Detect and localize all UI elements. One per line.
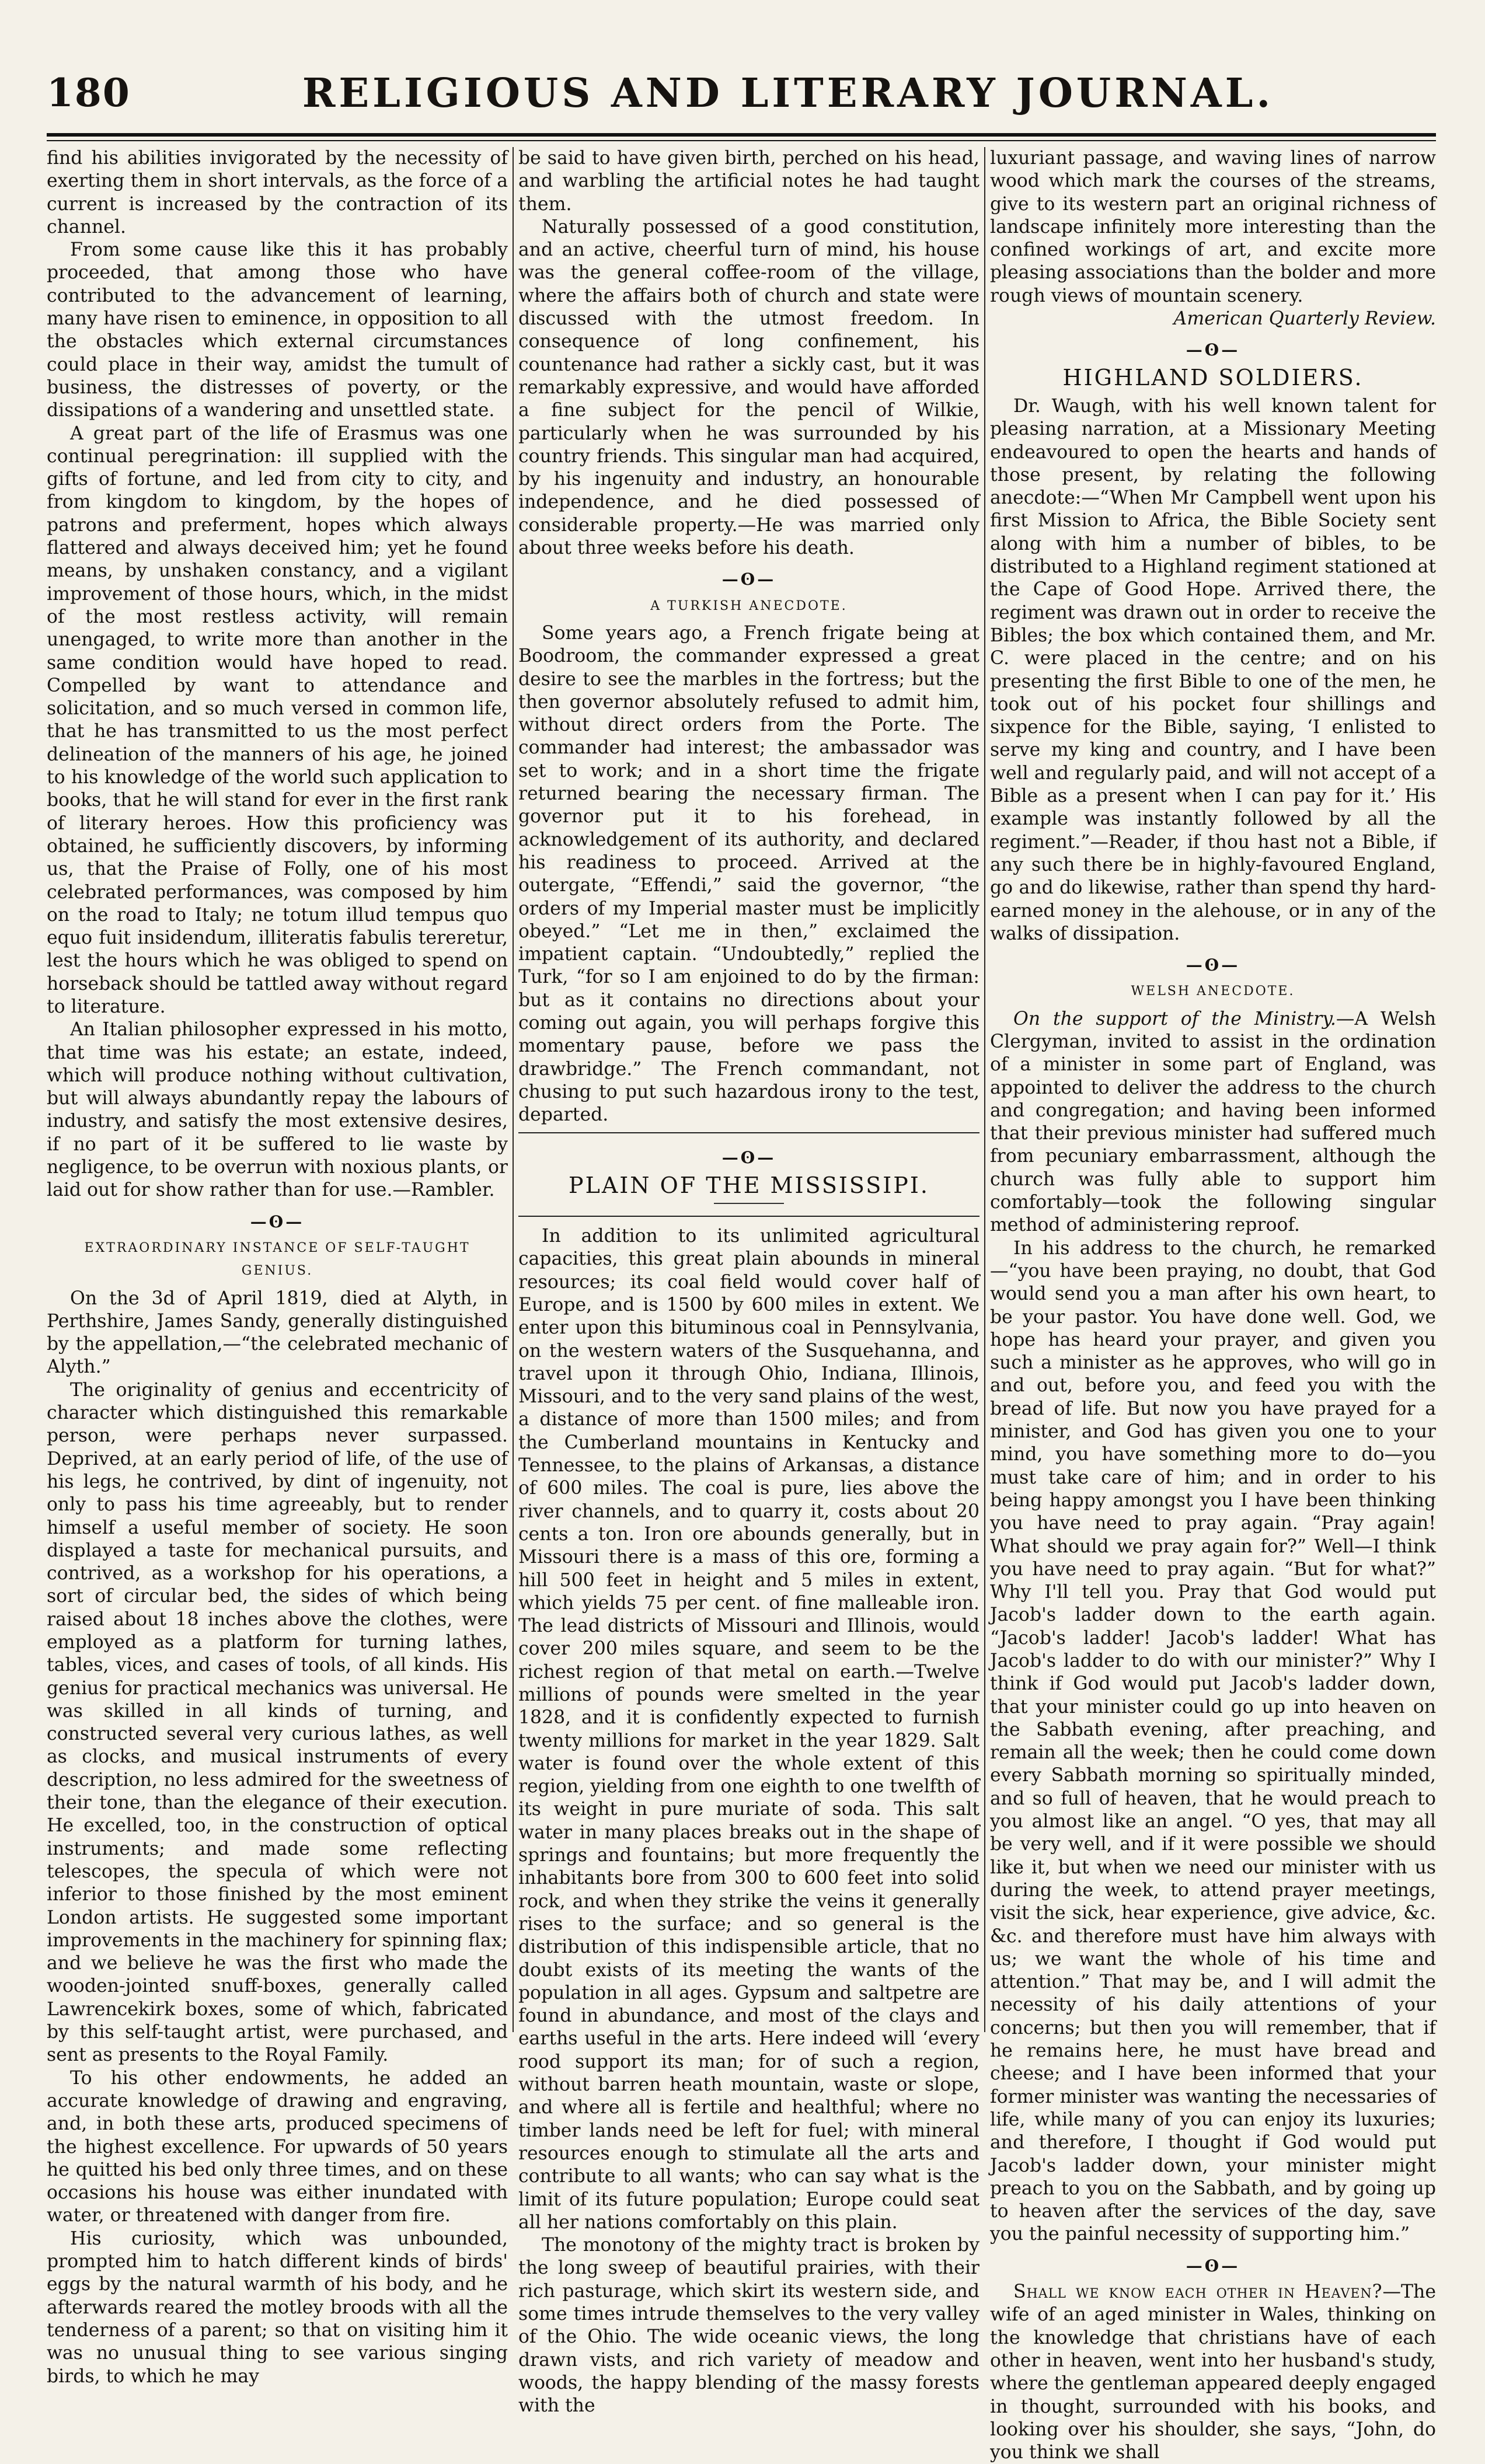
ornament-divider: —ʘ— [1186, 955, 1240, 975]
section-box [518, 1132, 979, 1217]
page-header [47, 70, 1436, 134]
ornament-divider: —ʘ— [721, 1148, 776, 1168]
column-1 [47, 147, 508, 2387]
attribution: American Quarterly Review. [1173, 308, 1436, 330]
paragraph [990, 2281, 1436, 2464]
paragraph: The monotony of the mighty tract is broken by the long sweep of beautiful prairies, with their rich pasturage, which skirt its western side, and some times intrude themselves to the very valley of the Ohio. The wide oceanic views, the long drawn vists, and rich variety of meadow and woods, the happy blending of the massy forests with the [518, 2235, 979, 2417]
paragraph: In addition to its unlimited agricultural capacities, this great plain abounds in mineral resources; its coal field would cover half of Europe, and is 1500 by 600 miles in extent. We enter upon this bituminous coal in Pennsylvania, on the western waters of the Susquehanna, and travel upon it through Ohio, Indiana, Illinois, Missouri, and to the very sand plains of the west, a distance of more than 1500 miles; and from the Cumberland mountains in Kentucky and Tennessee, to the plains of Arkansas, a distance of 600 miles. The coal is pure, lies above the river channels, and to quarry it, costs about 20 cents a ton. Iron ore abounds generally, but in Missouri there is a mass of this ore, forming a hill 500 feet in height and 5 miles in extent, which yields 75 per cent. of fine malleable iron. The lead districts of Missouri and Illinois, would cover 200 miles square, and seem to be the richest region of that metal on earth.—Twelve millions of pounds were smelted in the year 1828, and it is confidently expected to furnish twenty millions for market in the year 1829. Salt water is found over the whole extent of this region, yielding from one eighth to one twelfth of its weight in pure muriate of soda. This salt water in many places breaks out in the shape of springs and fountains; but more frequently the inhabitants bore from 300 to 600 feet into solid rock, and when they strike the veins it generally rises to the surface; and so general is the distribution of this indispensible article, that no doubt exists of its meeting the wants of the population in all ages. Gypsum and saltpetre are found in abundance, and most of the clays and earths useful in the arts. Here indeed will ‘every rood support its man; for of such a region, without barren heath mountain, waste or slope, and where all is fertile and healthful; where no timber lands need be left for fuel; with mineral resources enough to stimulate all the arts and contribute to all wants; who can say what is the limit of its future population; Europe could seat all her nations comfortably on this plain. [518, 1226, 979, 2233]
ornament-divider: —ʘ— [1186, 340, 1240, 360]
paragraph: Dr. Waugh, with his well known talent for pleasing narration, at a Missionary Meeting endeavoured to open the hearts and hands of those present, by relating the following anecdote:—“When Mr Campbell went upon his first Mission to Africa, the Bible Society sent along with him a number of bibles, to be distributed to a Highland regiment stationed at the Cape of Good Hope. Arrived there, the regiment was drawn out in order to receive the Bibles; the box which contained them, and Mr. C. were placed in the centre; and on his presenting the first Bible to one of the men, he took out of his pocket four shillings and sixpence for the Bible, saying, ‘I enlisted to serve my king and country, and I have been well and regularly paid, and will not accept of a Bible as a present when I can pay for it.’ His example was instantly followed by all the regiment.”—Reader, if thou hast not a Bible, if any such there be in highly-favoured England, go and do likewise, rather than spend thy hard-earned money in the alehouse, or in any of the walks of dissipation. [990, 395, 1436, 944]
paragraph [990, 1008, 1436, 1237]
paragraph-text: —The wife of an aged minister in Wales, thinking on the knowledge that christians have of each other in heaven, went into her husband's study, where the gentleman appeared deeply engaged in thought, surrounded with his books, and looking over his shoulder, she says, “John, do you think we shall [990, 2281, 1436, 2463]
run-in-title: Shall we know each other in Heaven? [1013, 2281, 1383, 2303]
paragraph: The originality of genius and eccentricity of character which distinguished this remarkable person, were perhaps never surpassed. Deprived, at an early period of life, of the use of his legs, he contrived, by dint of ingenuity, not only to pass his time agreeably, but to render himself a useful member of society. He soon displayed a taste for mechanical pursuits, and contrived, as a workshop for his operations, a sort of circular bed, the sides of which being raised about 18 inches above the clothes, were employed as a platform for turning lathes, tables, vices, and cases of tools, of all kinds. His genius for practical mechanics was universal. He was skilled in all kinds of turning, and constructed several very curious lathes, as well as clocks, and musical instruments of every description, no less admired for the sweetness of their tone, than the elegance of their execution. He excelled, too, in the construction of optical instruments; and made some reflecting telescopes, the specula of which were not inferior to those finished by the most eminent London artists. He suggested some important improvements in the machinery for spinning flax; and we believe he was the first who made the wooden-jointed snuff-boxes, generally called Lawrencekirk boxes, some of which, fabricated by this self-taught artist, were purchased, and sent as presents to the Royal Family. [47, 1379, 508, 2066]
run-in-title: On the support of the Ministry. [1013, 1008, 1336, 1029]
column-divider-1 [513, 147, 514, 2032]
ornament-divider: —ʘ— [250, 1212, 305, 1231]
paragraph: A great part of the life of Erasmus was one continual peregrination: ill supplied with the gifts of fortune, and led from city to city, and from kingdom to kingdom, by the hopes of patrons and preferment, hopes which always flattered and always deceived him; yet he found means, by unshaken constancy, and a vigilant improvement of those hours, which, in the midst of the most restless activity, will remain unengaged, to write more than another in the same condition would have hoped to read. Compelled by want to attendance and solicitation, and so much versed in common life, that he has transmitted to us the most perfect delineation of the manners of his age, he joined to his knowledge of the world such application to books, that he will stand for ever in the first rank of literary heroes. How this proficiency was obtained, he sufficiently discovers, by informing us, that the Praise of Folly, one of his most celebrated performances, was composed by him on the road to Italy; ne totum illud tempus quo equo fuit insidendum, illiteratis fabulis tereretur, lest the hours which he was obliged to spend on horseback should be tattled away without regard to literature. [47, 423, 508, 1017]
page-number: 180 [47, 70, 131, 116]
paragraph: From some cause like this it has probably proceeded, that among those who have contributed to the advancement of learning, many have risen to eminence, in opposition to all the obstacles which external circumstances could place in their way, amidst the tumult of business, the distresses of poverty, or the dissipations of a wandering and unsettled state. [47, 239, 508, 421]
paragraph: Naturally possessed of a good constitution, and an active, cheerful turn of mind, his house was the general coffee-room of the village, where the affairs both of church and state were discussed with the utmost freedom. In consequence of long confinement, his countenance had rather a sickly cast, but it was remarkably expressive, and would have afforded a fine subject for the pencil of Wilkie, particularly when he was surrounded by his country friends. This singular man had acquired, by his ingenuity and industry, an honourable independence, and he died possessed of considerable property.—He was married only about three weeks before his death. [518, 216, 979, 559]
paragraph: find his abilities invigorated by the necessity of exerting them in short intervals, as the force of a current is increased by the contraction of its channel. [47, 148, 508, 238]
paragraph-text: —A Welsh Clergyman, invited to assist in the ordination of a minister in some part of England, was appointed to deliver the address to the church and congregation; and having been informed that their previous minister had suffered much from pecuniary embarrassment, although the church was fully able to support him comfortably—took the following singular method of administering reproof. [990, 1008, 1436, 1236]
paragraph: An Italian philosopher expressed in his motto, that time was his estate; an estate, indeed, which will produce nothing without cultivation, but will always abundantly repay the labours of industry, and satisfy the most extensive desires, if no part of it be suffered to lie waste by negligence, to be overrun with noxious plants, or laid out for show rather than for use.—Rambler. [47, 1019, 508, 1201]
paragraph: be said to have given birth, perched on his head, and warbling the artificial notes he had taught them. [518, 148, 979, 215]
column-divider-2 [984, 147, 985, 2032]
ornament-divider: —ʘ— [1186, 2256, 1240, 2275]
article-heading: WELSH ANECDOTE. [1131, 984, 1295, 999]
paragraph: Some years ago, a French frigate being at Boodroom, the commander expressed a great desire to see the marbles in the fortress; but the then governor absolutely refused to admit him, without direct orders from the Porte. The commander had interest; the ambassador was set to work; and in a short time the frigate returned bearing the necessary firman. The governor put it to his forehead, in acknowledgement of its authority, and declared his readiness to proceed. Arrived at the outergate, “Effendi,” said the governor, “the orders of my Imperial master must be implicitly obeyed.” “Let me in then,” exclaimed the impatient captain. “Undoubtedly,” replied the Turk, “for so I am enjoined to do by the firman: but as it contains no directions about your coming out again, you will perhaps forgive this momentary pause, before we pass the drawbridge.” The French commandant, not chusing to put such hazardous irony to the test, departed. [518, 622, 979, 1126]
section-heading: HIGHLAND SOLDIERS. [1062, 364, 1364, 390]
header-rule-thin [47, 140, 1436, 141]
paragraph: luxuriant passage, and waving lines of narrow wood which mark the courses of the streams, give to its western part an original richness of landscape infinitely more interesting than the confined workings of art, and excite more pleasing associations than the bolder and more rough views of mountain scenery. [990, 148, 1436, 306]
short-rule [714, 1203, 784, 1204]
section-heading: PLAIN OF THE MISSISSIPI. [569, 1172, 929, 1198]
paragraph: In his address to the church, he remarked—“you have been praying, no doubt, that God would send you a man after his own heart, to be your pastor. You have done well. God, we hope has heard your prayer, and given you such a minister as he approves, who will go in and out, before you, and feed you with the bread of life. But now you have prayed for a minister, and God has given you one to your mind, you have something more to do—you must take care of him; and in order to his being happy amongst you I have been thinking you have need to pray again. “Pray again! What should we pray again for?” Well—I think you have need to pray again. “But for what?” Why I'll tell you. Pray that God would put Jacob's ladder down to the earth again. “Jacob's ladder! Jacob's ladder! What has Jacob's ladder to do with our minister?” Why I think if God would put Jacob's ladder down, that your minister could go up into heaven on the Sabbath evening, after preaching, and remain all the week; then he could come down every Sabbath morning so spiritually minded, and so full of heaven, that he would preach to you almost like an angel. “O yes, that may all be very well, and if it were possible we should like it, but when we need our minister with us during the week, to attend prayer meetings, visit the sick, hear experience, give advice, &c. &c. and therefore must have him always with us; we want the whole of his time and attention.” That may be, and I will admit the necessity of his daily attentions of your concerns; but then you will remember, that if he remains here, he must have bread and cheese; and I have been informed that your former minister was wanting the necessaries of life, while many of you can enjoy its luxuries; and therefore, I thought if God would put Jacob's ladder down, your minister might preach to you on the Sabbath, and by going up to heaven after the services of the day, save you the painful necessity of supporting him.” [990, 1237, 1436, 2245]
article-heading: A TURKISH ANECDOTE. [650, 598, 848, 613]
column-2 [518, 147, 979, 2417]
paragraph: On the 3d of April 1819, died at Alyth, in Perthshire, James Sandy, generally distinguished by the appellation,—“the celebrated mechanic of Alyth.” [47, 1287, 508, 1378]
paragraph: To his other endowments, he added an accurate knowledge of drawing and engraving, and, in both these arts, produced specimens of the highest excellence. For upwards of 50 years he quitted his bed only three times, and on these occasions his house was either inundated with water, or threatened with danger from fire. [47, 2067, 508, 2226]
article-heading: EXTRAORDINARY INSTANCE OF SELF-TAUGHT GENIUS. [84, 1240, 470, 1279]
paragraph: His curiosity, which was unbounded, prompted him to hatch different kinds of birds' eggs by the natural warmth of his body, and he afterwards reared the motley broods with all the tenderness of a parent; so that on visiting him it was no unusual thing to see various singing birds, to which he may [47, 2228, 508, 2387]
journal-title: RELIGIOUS AND LITERARY JOURNAL. [302, 70, 1274, 117]
header-rule-thick [47, 133, 1436, 137]
column-3 [990, 147, 1436, 2463]
ornament-divider: —ʘ— [721, 570, 776, 589]
